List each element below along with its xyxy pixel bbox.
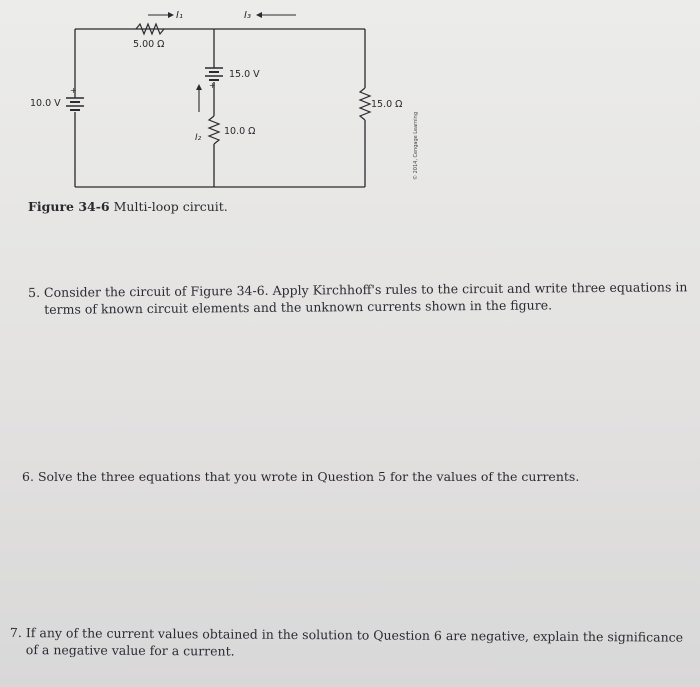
question-text-line1: Solve the three equations that you wrote in Question 5 for the values of the currents.	[37, 469, 580, 484]
figure-caption	[28, 199, 228, 214]
label-i3: I₃	[244, 10, 251, 21]
circuit-wires	[75, 24, 370, 187]
circuit-figure	[0, 0, 700, 230]
question-6	[22, 468, 682, 485]
plus-sign-left: +	[70, 86, 77, 95]
caption-title: Multi-loop circuit.	[113, 199, 228, 214]
label-center-battery: 15.0 V	[229, 69, 260, 80]
battery-center	[205, 68, 223, 80]
label-left-battery: 10.0 V	[30, 98, 61, 109]
plus-sign-center: +	[209, 81, 216, 90]
label-i2: I₂	[195, 133, 202, 143]
caption-label: Figure 34-6	[28, 199, 110, 214]
battery-left	[66, 98, 84, 110]
question-text-line2: of a negative value for a current.	[25, 642, 235, 659]
question-text-line1: Consider the circuit of Figure 34-6. Apply Kirchhoff's rules to the circuit and write three equations in	[43, 279, 688, 300]
question-number: 7.	[9, 625, 22, 641]
label-center-resistor: 10.0 Ω	[224, 126, 256, 137]
question-number: 5.	[28, 284, 41, 300]
question-7	[10, 624, 690, 663]
question-number: 6.	[22, 469, 34, 484]
copyright-text: © 2014, Cengage Learning	[413, 111, 419, 180]
question-text-line1: If any of the current values obtained in the solution to Question 6 are negative, explain the significance	[25, 625, 684, 645]
label-right-resistor: 15.0 Ω	[371, 99, 403, 110]
question-text-line2: terms of known circuit elements and the unknown currents shown in the figure.	[44, 297, 553, 317]
label-top-resistor: 5.00 Ω	[133, 39, 165, 50]
label-i1: I₁	[176, 10, 183, 21]
question-5	[28, 278, 688, 318]
